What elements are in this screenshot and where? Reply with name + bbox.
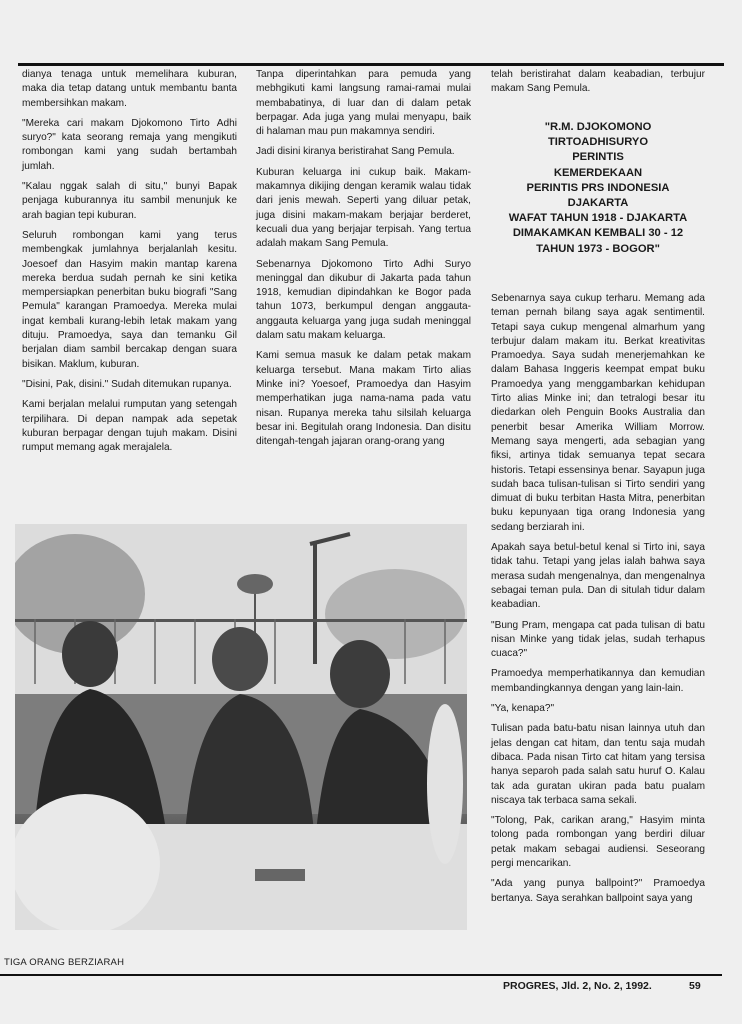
inscription-line: PERINTIS PRS INDONESIA — [526, 181, 670, 194]
paragraph: Apakah saya betul-betul kenal si Tirto ini, saya tidak tahu. Tetapi yang jelas ialah bahwa saya merasa sudah mengenalnya, dan mengenalnya sebagai teman pula. Dan di situlah tidur dalam keabadian. — [491, 542, 705, 611]
bottom-rule — [0, 974, 722, 976]
paragraph: Jadi disini kiranya beristirahat Sang Pemula. — [256, 146, 455, 158]
paragraph: "Ya, kenapa?" — [491, 703, 555, 715]
photo-caption: TIGA ORANG BERZIARAH — [4, 957, 125, 968]
column-1 — [22, 68, 237, 461]
top-rule — [18, 63, 724, 66]
paragraph: telah beristirahat dalam keabadian, terbujur makam Sang Pemula. — [491, 69, 705, 95]
paragraph: Sebenarnya Djokomono Tirto Adhi Suryo meninggal dan dikubur di Jakarta pada tahun 1918, kemudian dipindahkan ke Bogor pada tahun 1073, berkumpul dengan anggauta-anggauta keluarga yang juga sudah meninggal dalam satu makam keluarga. — [256, 258, 471, 342]
inscription-line: WAFAT TAHUN 1918 - DJAKARTA — [508, 212, 688, 225]
inscription-line: "R.M. DJOKOMONO — [544, 121, 652, 133]
gravestone-inscription — [491, 120, 705, 257]
inscription-line: TIRTOADHISURYO — [547, 136, 649, 149]
inscription-line: PERINTIS — [572, 151, 624, 164]
paragraph: Sebenarnya saya cukup terharu. Memang ada teman pernah bilang saya agak sentimentil. Tetapi saya cukup mengenal almarhum yang terbujur dalam makam itu. Berkat kreativitas Pramoedya. Saya sudah menerjemahkan ke dalam Bahasa Inggeris keempat empat buku Pramoedya yang menggambarkan kehidupan Tirto alias Minke ini; dan tetralogi besar itu diedarkan oleh Penguin Books Australia dan penerbit besar Amerika William Morrow. Memang saya mengerti, ada sebagian yang fiksi, artinya tidak semuanya tepat secara historis. Tetapi essensinya benar. Sayapun juga sudah baca tulisan-tulisan si Tirto sendiri yang dimuat di buku terbitan Hasta Mitra, penerbitan buku kepunyaan tiga orang Indonesia yang sedang berziarah ini. — [491, 293, 705, 533]
column-3 — [491, 292, 705, 912]
paragraph: "Mereka cari makam Djokomono Tirto Adhi suryo?" kata seorang remaja yang mengikuti rombongan kami yang sudah bertambah jumlah. — [22, 117, 237, 172]
paragraph: Kami semua masuk ke dalam petak makam keluarga tersebut. Mana makam Tirto alias Minke ini? Yoesoef, Pramoedya dan Hasyim memperhatikan juga nama-nama pada vatu nisan. Rupanya mereka tahu silsilah keluarga besar ini. Begitulah orang Indonesia. Dan disitu ditengah-tengah jajaran orang-orang yang — [256, 350, 471, 448]
paragraph: Seluruh rombongan kami yang terus membengkak jumlahnya berjalanlah kesitu. Joesoef dan Hasyim makin mantap karena mereka berdua sudah pernah ke sini ketika mempersiapkan penerbitan buku biografi "Sang Pemula" karangan Pramoedya. Mereka mulai ingat kembali kurang-lebih letak makam yang dituju. Pramoedya, saya dan temanku Gil berjalan diam sambil bercakap dengan suara bisikan. Maklum, kuburan. — [22, 229, 237, 370]
column-3-intro — [491, 68, 705, 103]
paragraph: "Bung Pram, mengapa cat pada tulisan di batu nisan Minke yang tidak jelas, sudah terhapus cuaca?" — [491, 619, 705, 660]
paragraph: Tanpa diperintahkan para pemuda yang mebhgikuti kami langsung ramai-ramai mulai membabatinya, di luar dan di dalam petak berpagar. Ada juga yang mulai menyapu, baik di halaman mau pun makamnya sendiri. — [256, 69, 471, 138]
inscription-line: TAHUN 1973 - BOGOR" — [536, 242, 660, 255]
paragraph: Kuburan keluarga ini cukup baik. Makam-makamnya dikijing dengan keramik walau tidak dari jenis mewah. Seperti yang diluar petak, juga disini makam-makam berjajar berderet, kecuali dua yang berjajar terpisah. Yang tertua adalah makam Sang Pemula. — [256, 166, 471, 250]
paragraph: "Tolong, Pak, carikan arang," Hasyim minta tolong pada rombongan yang berdiri diluar petak makam sebagai audiensi. Seseorang pergi mencarikan. — [491, 815, 705, 869]
inscription-line: DIMAKAMKAN KEMBALI 30 - 12 — [512, 227, 684, 240]
photo-three-men-at-grave — [15, 524, 467, 930]
paragraph: "Kalau nggak salah di situ," bunyi Bapak penjaga kuburannya itu sambil menunjuk ke arah bagian tepi kuburan. — [22, 181, 237, 221]
paragraph: Pramoedya memperhatikannya dan kemudian membandingkannya dengan yang lain-lain. — [491, 668, 705, 694]
column-2 — [256, 68, 471, 455]
paragraph: Tulisan pada batu-batu nisan lainnya utuh dan jelas dengan cat hitam, dan tentu saja mudah dibaca. Pada nisan Tirto cat hitam yang tersisa hanya separoh pada salah satu huruf O. Kalau tak ada guratan ukiran pada batu pualam niscaya tak terbaca sama sekali. — [491, 723, 705, 806]
footer-magazine-info: PROGRES, Jld. 2, No. 2, 1992. — [503, 980, 652, 992]
footer-page-number: 59 — [689, 980, 701, 992]
paragraph: dianya tenaga untuk memelihara kuburan, maka dia tetap datang untuk membantu banta membersihkan makam. — [22, 69, 237, 109]
inscription-line: DJAKARTA — [567, 197, 629, 210]
paragraph: "Disini, Pak, disini." Sudah ditemukan rupanya. — [22, 378, 232, 390]
paragraph: Kami berjalan melalui rumputan yang setengah terpilihara. Di depan nampak ada sepetak kuburan berpagar dengan tujuh makam. Disini rumput memang agak merajalela. — [22, 399, 237, 454]
inscription-line: KEMERDEKAAN — [553, 166, 643, 179]
paragraph: "Ada yang punya ballpoint?" Pramoedya bertanya. Saya serahkan ballpoint saya yang — [491, 878, 705, 904]
